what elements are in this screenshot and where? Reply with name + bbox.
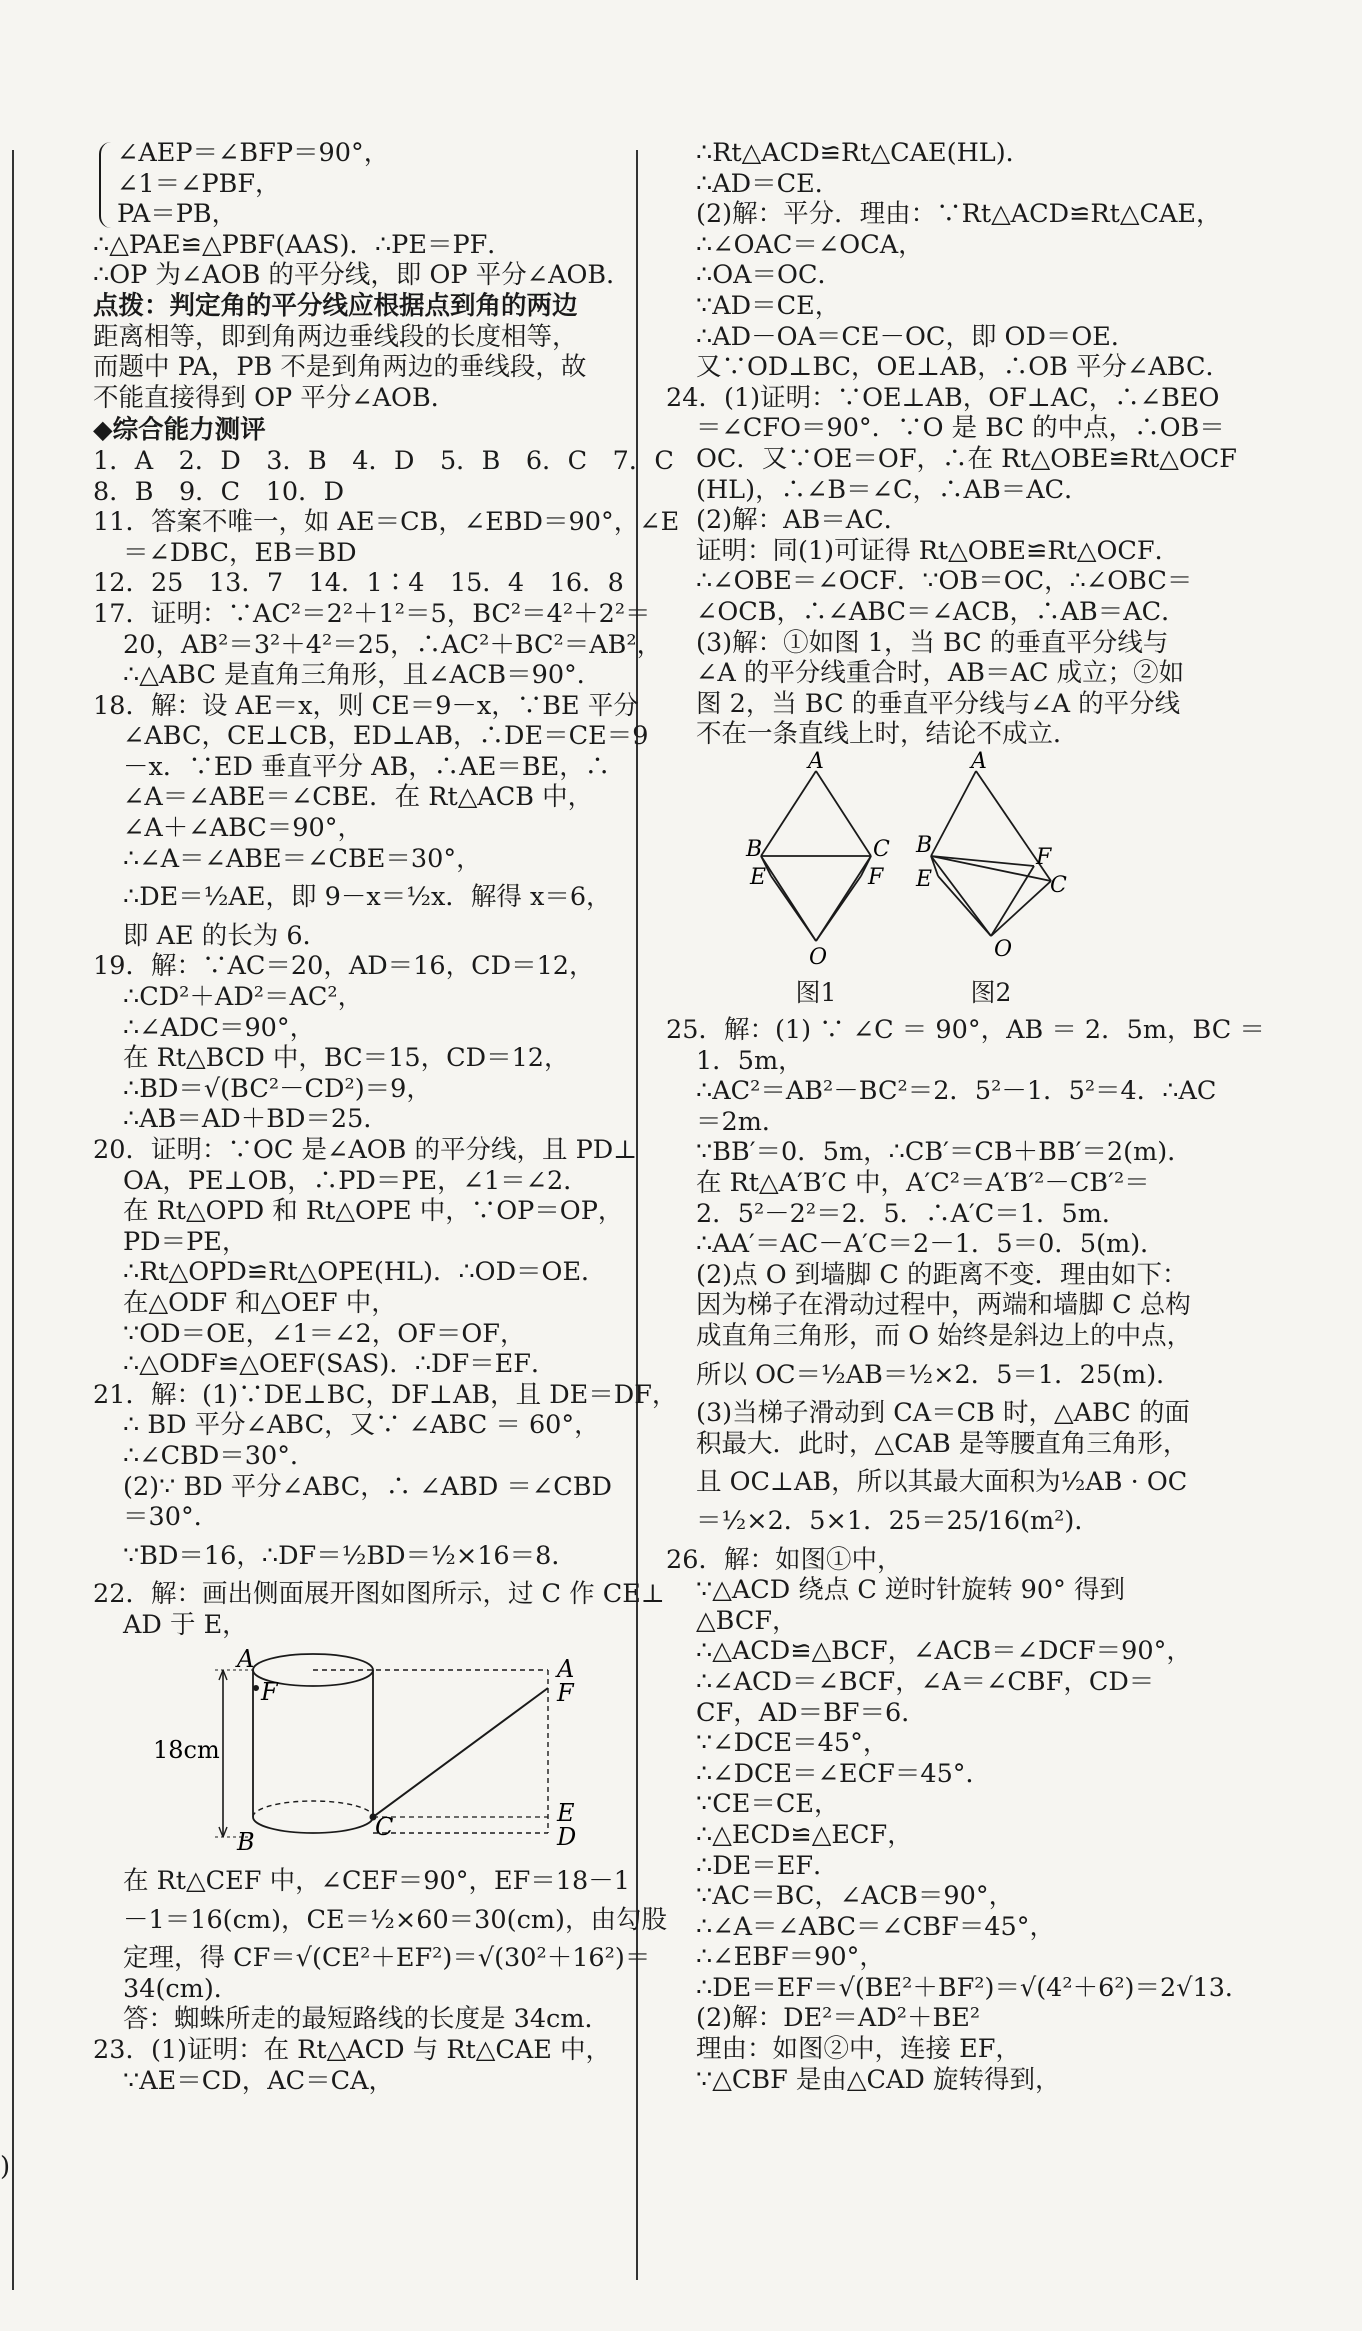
figure-2-caption: 图2 [970, 978, 1012, 1008]
text-line: 所以 OC＝½AB＝½×2．5＝1．25(m)． [696, 1359, 1182, 1390]
answer-line: 8．B 9．C 10．D [93, 476, 345, 507]
fig1-label-B: B [746, 836, 763, 862]
text-line: ∴∠CBD＝30°． [123, 1440, 316, 1471]
text-line: ∴△ACD≌△BCF，∠ACB＝∠DCF＝90°， [696, 1636, 1192, 1667]
text-line: CF，AD＝BF＝6． [696, 1697, 927, 1728]
text-line: 图 2，当 BC 的垂直平分线与∠A 的平分线 [696, 688, 1181, 719]
answer-line: 24．(1)证明：∵OE⊥AB，OF⊥AC，∴∠BEO [666, 382, 1220, 413]
answer-line: 1．A 2．D 3．B 4．D 5．B 6．C 7．C [93, 445, 674, 476]
cylinder-diagram [153, 1645, 593, 1855]
equation-system [93, 138, 638, 230]
answer-line: 11．答案不唯一，如 AE＝CB，∠EBD＝90°，∠E [93, 507, 680, 538]
answer-line: ＝∠DBC，EB＝BD [123, 537, 357, 568]
label-C: C [375, 1812, 394, 1841]
text-line: △BCF， [696, 1605, 798, 1636]
label-F2: F [557, 1678, 574, 1707]
text-line: ∴∠OAC＝∠OCA， [696, 229, 924, 260]
text-line: 答：蜘蛛所走的最短路线的长度是 34cm． [123, 2004, 611, 2035]
text-line: ∴AC²＝AB²－BC²＝2．5²－1．5²＝4．∴AC [696, 1076, 1217, 1107]
label-D: D [557, 1822, 577, 1851]
text-line: ∴BD＝√(BC²－CD²)＝9， [123, 1073, 432, 1104]
text-line: ∴∠DCE＝∠ECF＝45°． [696, 1758, 992, 1789]
text-line: ∠A＝∠ABE＝∠CBE．在 Rt△ACB 中， [123, 782, 594, 813]
text-line: ∴DE＝½AE，即 9－x＝½x．解得 x＝6， [123, 882, 612, 913]
section-heading: ◆综合能力测评 [93, 415, 266, 446]
text-line: (2)点 O 到墙脚 C 的距离不变．理由如下： [696, 1259, 1188, 1290]
text-line: 在 Rt△BCD 中，BC＝15，CD＝12， [123, 1043, 570, 1074]
text-line: 因为梯子在滑动过程中，两端和墙脚 C 总构 [696, 1290, 1191, 1321]
text-line: 不在一条直线上时，结论不成立． [696, 719, 1079, 750]
text-line: 距离相等，即到角两边垂线段的长度相等， [93, 321, 578, 352]
text-line: ∴AD－OA＝CE－OC，即 OD＝OE． [696, 321, 1137, 352]
text-line: ∠A 的平分线重合时，AB＝AC 成立；②如 [696, 658, 1185, 689]
text-line: 定理，得 CF＝√(CE²＋EF²)＝√(30²＋16²)＝ [123, 1943, 651, 1974]
text-line: ∴△ODF≌△OEF(SAS)．∴DF＝EF． [123, 1349, 557, 1380]
text-line: ∴∠ADC＝90°， [123, 1012, 316, 1043]
label-F: F [261, 1677, 278, 1706]
text-line: 且 OC⊥AB，所以其最大面积为½AB · OC [696, 1467, 1188, 1498]
text-line: ∴∠ACD＝∠BCF，∠A＝∠CBF，CD＝ [696, 1666, 1155, 1697]
answer-line: 17．证明：∵AC²＝2²＋1²＝5，BC²＝4²＋2²＝ [93, 598, 651, 629]
text-line: ∵AD＝CE， [696, 290, 841, 321]
cylinder-figure [153, 1645, 638, 1863]
figures-row [746, 748, 1214, 1009]
text-line: ∵CE＝CE， [696, 1789, 840, 1820]
fig2-label-F: F [1036, 844, 1052, 870]
text-line: 在△ODF 和△OEF 中， [123, 1287, 397, 1318]
text-line: (3)解：①如图 1，当 BC 的垂直平分线与 [696, 627, 1169, 658]
text-line: 1．5m， [696, 1045, 804, 1076]
text-line: ∵AC＝BC，∠ACB＝90°， [696, 1881, 1015, 1912]
text-line: ∴∠A＝∠ABC＝∠CBF＝45°， [696, 1911, 1056, 1942]
label-A: A [237, 1644, 255, 1673]
figure-1-diagram [746, 748, 890, 971]
text-line: ∠A＋∠ABC＝90°， [123, 813, 363, 844]
text-line: ∵OD＝OE，∠1＝∠2，OF＝OF， [123, 1318, 526, 1349]
fig2-label-B: B [916, 832, 933, 858]
label-B: B [237, 1827, 255, 1856]
text-line: 不能直接得到 OP 平分∠AOB． [93, 382, 457, 413]
text-line: ∠ABC，CE⊥CB，ED⊥AB，∴DE＝CE＝9 [123, 721, 649, 752]
label-A2: A [557, 1654, 575, 1683]
text-line: ∴∠A＝∠ABE＝∠CBE＝30°， [123, 843, 482, 874]
page-edge-line [12, 150, 14, 2290]
text-line: PD＝PE， [123, 1226, 248, 1257]
text-line: ∴ BD 平分∠ABC，又∵ ∠ABC ＝ 60°， [123, 1410, 600, 1441]
text-line: (3)当梯子滑动到 CA＝CB 时，△ABC 的面 [696, 1398, 1190, 1429]
text-line: ∴DE＝EF＝√(BE²＋BF²)＝√(4²＋6²)＝2√13． [696, 1972, 1251, 2003]
brace-icon [99, 142, 113, 228]
answer-line: 25．解：(1) ∵ ∠C ＝ 90°，AB ＝ 2．5m，BC ＝ [666, 1015, 1265, 1046]
text-line: ＝½×2．5×1．25＝25/16(m²)． [696, 1505, 1100, 1536]
fig2-label-C: C [1050, 872, 1067, 898]
text-line: ＝30°． [123, 1502, 220, 1533]
text-line: (HL)，∴∠B＝∠C，∴AB＝AC． [696, 474, 1090, 505]
fig2-label-A: A [971, 748, 987, 774]
text-line: ∵∠DCE＝45°， [696, 1728, 889, 1759]
tip-line: 点拨：判定角的平分线应根据点到角的两边 [93, 290, 578, 321]
text-line: ∴CD²＋AD²＝AC²， [123, 982, 364, 1013]
text-line: 积最大．此时，△CAB 是等腰直角三角形， [696, 1428, 1189, 1459]
answer-line: 26．解：如图①中， [666, 1544, 903, 1575]
label-E: E [557, 1798, 575, 1827]
label-height: 18cm [153, 1735, 220, 1764]
text-line: ∴△ECD≌△ECF， [696, 1819, 913, 1850]
text-line: 理由：如图②中，连接 EF， [696, 2034, 1021, 2065]
text-line: ∴AB＝AD＋BD＝25． [123, 1104, 389, 1135]
fig2-label-E: E [916, 866, 933, 892]
answer-line: 18．解：设 AE＝x，则 CE＝9－x，∵BE 平分 [93, 690, 639, 721]
text-line: ∵△CBF 是由△CAD 旋转得到， [696, 2064, 1061, 2095]
text-line: ∴Rt△ACD≌Rt△CAE(HL)． [696, 138, 1032, 168]
answer-line: 23．(1)证明：在 Rt△ACD 与 Rt△CAE 中， [93, 2035, 612, 2066]
fig1-label-F: F [868, 864, 884, 890]
text-line: ∴AA′＝AC－A′C＝2－1．5＝0．5(m)． [696, 1229, 1166, 1260]
text-line: (2)∵ BD 平分∠ABC，∴ ∠ABD ＝∠CBD [123, 1471, 612, 1502]
answer-line: 12．25 13．7 14．1∶4 15．4 16．8 [93, 568, 624, 599]
text-line: (2)解：DE²＝AD²＋BE² [696, 2003, 981, 2034]
text-line: 即 AE 的长为 6． [123, 920, 329, 951]
text-line: (2)解：AB＝AC． [696, 505, 910, 536]
fig1-label-A: A [808, 748, 824, 774]
text-line: －1＝16(cm)，CE＝½×60＝30(cm)，由勾股 [123, 1904, 667, 1935]
text-line: ∠AEP＝∠BFP＝90°， [117, 138, 390, 168]
text-line: 在 Rt△A′B′C 中，A′C²＝A′B′²－CB′²＝ [696, 1168, 1150, 1199]
answer-line: 20．证明：∵OC 是∠AOB 的平分线，且 PD⊥ [93, 1135, 638, 1165]
text-line: ∵BB′＝0．5m，∴CB′＝CB＋BB′＝2(m)． [696, 1137, 1193, 1168]
text-line: ∴OP 为∠AOB 的平分线，即 OP 平分∠AOB． [93, 260, 632, 291]
text-line: ∵AE＝CD，AC＝CA， [123, 2065, 395, 2096]
text-line: ∴AD＝CE． [696, 168, 841, 199]
text-line: ∴△ABC 是直角三角形，且∠ACB＝90°． [123, 660, 603, 691]
answer-line: 22．解：画出侧面展开图如图所示，过 C 作 CE⊥ [93, 1579, 665, 1610]
text-line: 成直角三角形，而 O 始终是斜边上的中点， [696, 1321, 1193, 1351]
text-line: (2)解：平分．理由：∵Rt△ACD≌Rt△CAE， [696, 199, 1222, 230]
text-line: ∴∠EBF＝90°， [696, 1942, 885, 1973]
text-line: 在 Rt△CEF 中，∠CEF＝90°，EF＝18－1 [123, 1866, 630, 1897]
text-line: ∴△PAE≌△PBF(AAS)．∴PE＝PF． [93, 229, 513, 260]
text-line: 2．5²－2²＝2．5．∴A′C＝1．5m． [696, 1198, 1128, 1229]
text-line: ∵△ACD 绕点 C 逆时针旋转 90° 得到 [696, 1575, 1125, 1606]
text-line: OA，PE⊥OB，∴PD＝PE，∠1＝∠2． [123, 1165, 589, 1196]
text-line: ∠OCB，∴∠ABC＝∠ACB，∴AB＝AC． [696, 596, 1187, 627]
text-line: ∴Rt△OPD≌Rt△OPE(HL)．∴OD＝OE． [123, 1257, 607, 1288]
right-column [666, 138, 1265, 2095]
text-line: OC．又∵OE＝OF，∴在 Rt△OBE≌Rt△OCF [696, 443, 1237, 474]
text-line: ∵BD＝16，∴DF＝½BD＝½×16＝8． [123, 1540, 577, 1571]
text-line: PA＝PB， [117, 199, 238, 230]
text-line: 又∵OD⊥BC，OE⊥AB，∴OB 平分∠ABC． [696, 352, 1231, 383]
text-line: ∴OA＝OC． [696, 260, 843, 291]
figure-1 [746, 748, 890, 1009]
text-line: ∴DE＝EF． [696, 1850, 839, 1881]
text-line: 在 Rt△OPD 和 Rt△OPE 中，∵OP＝OP， [123, 1196, 624, 1227]
text-line: 20，AB²＝3²＋4²＝25，∴AC²＋BC²＝AB²， [123, 629, 663, 660]
fig2-label-O: O [994, 936, 1013, 962]
answer-line: 21．解：(1)∵DE⊥BC，DF⊥AB，且 DE＝DF， [93, 1379, 678, 1410]
text-line: 证明：同(1)可证得 Rt△OBE≌Rt△OCF． [696, 535, 1181, 566]
text-line: ＝2m． [696, 1106, 788, 1137]
figure-2-diagram [916, 748, 1067, 971]
text-line: 34(cm)． [123, 1973, 240, 2004]
fig1-label-E: E [750, 864, 767, 890]
left-column [93, 138, 680, 2096]
text-line: AD 于 E， [123, 1609, 248, 1640]
fig1-label-O: O [809, 944, 828, 970]
figure-1-caption: 图1 [795, 978, 837, 1008]
text-line: －x．∵ED 垂直平分 AB，∴AE＝BE，∴ [123, 751, 611, 782]
figure-2 [916, 748, 1067, 1009]
answer-line: 19．解：∵AC＝20，AD＝16，CD＝12， [93, 951, 595, 982]
text-line: ∠1＝∠PBF， [117, 168, 281, 199]
text-line: ＝∠CFO＝90°．∵O 是 BC 的中点，∴OB＝ [696, 413, 1225, 444]
fig1-label-C: C [873, 836, 890, 862]
text-line: 而题中 PA，PB 不是到角两边的垂线段，故 [93, 352, 587, 383]
page-edge-mark: ) [0, 2152, 11, 2182]
text-line: ∴∠OBE＝∠OCF．∵OB＝OC，∴∠OBC＝ [696, 566, 1193, 597]
